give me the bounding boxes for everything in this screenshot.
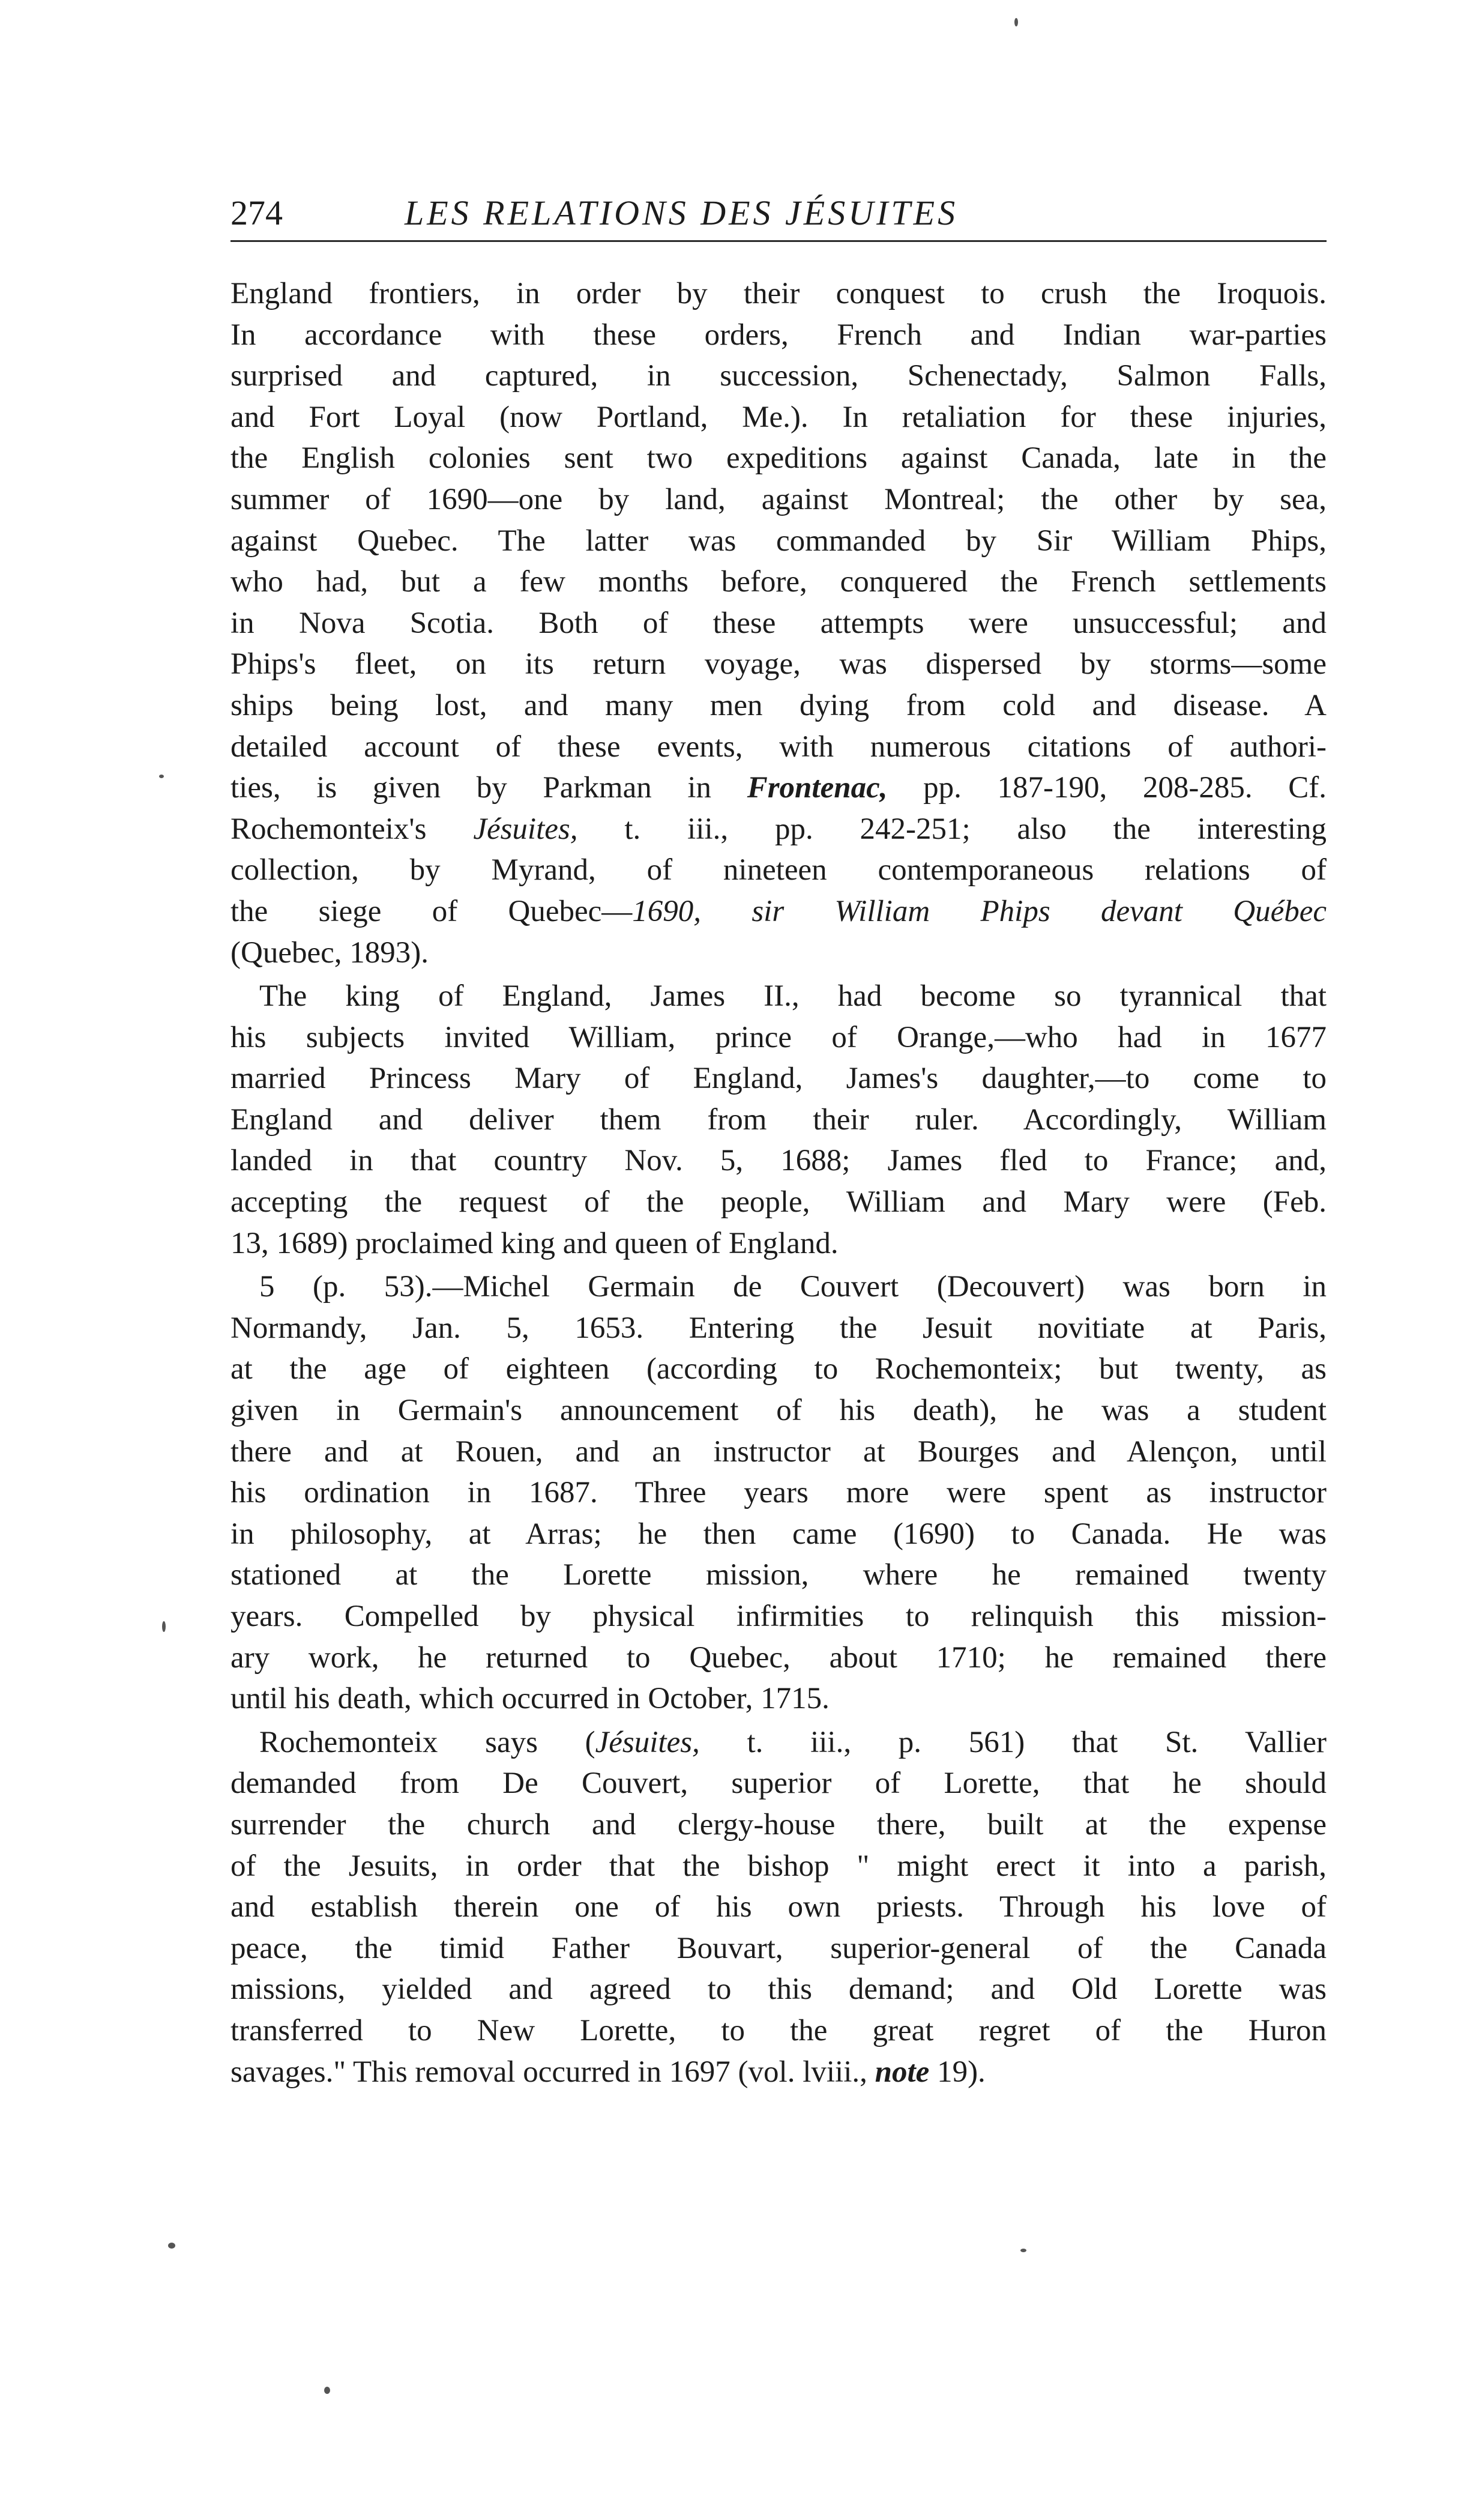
book-title: Jésuites,	[473, 812, 578, 846]
text-line: demanded from De Couvert, superior of Lorette, that he should	[230, 1766, 1327, 1801]
text-line: 13, 1689) proclaimed king and queen of England.	[230, 1226, 839, 1260]
text-line: until his death, which occurred in October, 1715.	[230, 1682, 830, 1716]
paragraph-1	[230, 273, 1327, 973]
text-line: transferred to New Lorette, to the great regret of the Huron	[230, 2013, 1327, 2047]
text-run: ties, is given by Parkman in	[230, 771, 747, 805]
text-line-mixed	[230, 1722, 1327, 1763]
book-page	[230, 180, 1327, 2095]
paragraph-2	[230, 976, 1327, 1264]
text-run: t. iii., p. 561) that St. Vallier	[699, 1725, 1327, 1759]
book-title: Frontenac,	[747, 771, 888, 805]
text-line: summer of 1690—one by land, against Montreal; the other by sea,	[230, 482, 1327, 516]
paragraph-3	[230, 1266, 1327, 1720]
text-line: in Nova Scotia. Both of these attempts were unsuccessful; and	[230, 606, 1327, 640]
body-text	[230, 273, 1327, 2092]
paragraph-4	[230, 1722, 1327, 2092]
text-line: Normandy, Jan. 5, 1653. Entering the Jesuit novitiate at Paris,	[230, 1311, 1327, 1345]
text-line: detailed account of these events, with numerous citations of authori-	[230, 730, 1327, 764]
text-line: in philosophy, at Arras; he then came (1690) to Canada. He was	[230, 1517, 1327, 1551]
text-line: there and at Rouen, and an instructor at Bourges and Alençon, until	[230, 1434, 1327, 1469]
text-line: 5 (p. 53).—Michel Germain de Couvert (Decouvert) was born in	[259, 1270, 1327, 1304]
text-line: England and deliver them from their ruler. Accordingly, William	[230, 1102, 1327, 1137]
text-line: peace, the timid Father Bouvart, superior-general of the Canada	[230, 1931, 1327, 1965]
note-word: note	[875, 2055, 930, 2089]
text-line: missions, yielded and agreed to this demand; and Old Lorette was	[230, 1972, 1327, 2007]
text-run: pp. 187-190, 208-285. Cf.	[887, 771, 1327, 805]
text-line-mixed	[230, 2052, 1327, 2093]
scan-speck	[168, 2243, 175, 2249]
text-run: Rochemonteix's	[230, 812, 474, 846]
scan-speck	[1020, 2249, 1026, 2252]
text-run: 19).	[929, 2055, 986, 2089]
text-run: Rochemonteix says (	[259, 1725, 595, 1759]
text-line-mixed	[230, 891, 1327, 932]
text-line: ships being lost, and many men dying from cold and disease. A	[230, 688, 1327, 722]
text-line: collection, by Myrand, of nineteen contemporaneous relations of	[230, 853, 1327, 887]
text-line: at the age of eighteen (according to Rochemonteix; but twenty, as	[230, 1352, 1327, 1386]
text-line: who had, but a few months before, conquered the French settlements	[230, 565, 1327, 599]
text-line: accepting the request of the people, William and Mary were (Feb.	[230, 1185, 1327, 1219]
text-line: and Fort Loyal (now Portland, Me.). In retaliation for these injuries,	[230, 400, 1327, 434]
scan-speck	[159, 775, 164, 778]
text-line: and establish therein one of his own priests. Through his love of	[230, 1890, 1327, 1924]
text-run: t. iii., pp. 242-251; also the interesting	[577, 812, 1327, 846]
text-line: In accordance with these orders, French and Indian war-parties	[230, 318, 1327, 352]
text-line: of the Jesuits, in order that the bishop " might erect it into a parish,	[230, 1849, 1327, 1883]
page-number: 274	[230, 193, 283, 232]
text-line: ary work, he returned to Quebec, about 1710; he remained there	[230, 1640, 1327, 1675]
text-line: stationed at the Lorette mission, where he remained twenty	[230, 1558, 1327, 1592]
text-line: (Quebec, 1893).	[230, 935, 429, 970]
scan-speck	[162, 1621, 166, 1632]
book-title: 1690, sir William Phips devant Québec	[632, 894, 1327, 928]
text-line: surrender the church and clergy-house there, built at the expense	[230, 1807, 1327, 1842]
scan-speck	[324, 2387, 330, 2394]
text-run: savages." This removal occurred in 1697 (vol. lviii.,	[230, 2055, 875, 2089]
text-line: The king of England, James II., had become so tyrannical that	[259, 979, 1327, 1014]
text-line: years. Compelled by physical infirmities to relinquish this mission-	[230, 1600, 1327, 1633]
text-line: given in Germain's announcement of his death), he was a student	[230, 1394, 1327, 1428]
text-run: the siege of Quebec—	[230, 894, 633, 928]
text-line: his ordination in 1687. Three years more were spent as instructor	[230, 1476, 1327, 1510]
text-line: married Princess Mary of England, James's daughter,—to come to	[230, 1062, 1327, 1096]
text-line: England frontiers, in order by their conquest to crush the Iroquois.	[230, 277, 1327, 310]
text-line-mixed	[230, 767, 1327, 809]
text-line: his subjects invited William, prince of Orange,—who had in 1677	[230, 1020, 1327, 1054]
running-title: LES RELATIONS DES JÉSUITES	[405, 193, 959, 232]
text-line: landed in that country Nov. 5, 1688; James fled to France; and,	[230, 1144, 1327, 1178]
running-head	[230, 180, 1327, 242]
book-title: Jésuites,	[595, 1725, 700, 1759]
text-line: Phips's fleet, on its return voyage, was dispersed by storms—some	[230, 647, 1327, 681]
text-line: against Quebec. The latter was commanded by Sir William Phips,	[230, 524, 1327, 558]
text-line: the English colonies sent two expeditions against Canada, late in the	[230, 441, 1327, 476]
text-line: surprised and captured, in succession, Schenectady, Salmon Falls,	[230, 359, 1327, 393]
text-line-mixed	[230, 809, 1327, 850]
scan-speck	[1014, 18, 1018, 26]
